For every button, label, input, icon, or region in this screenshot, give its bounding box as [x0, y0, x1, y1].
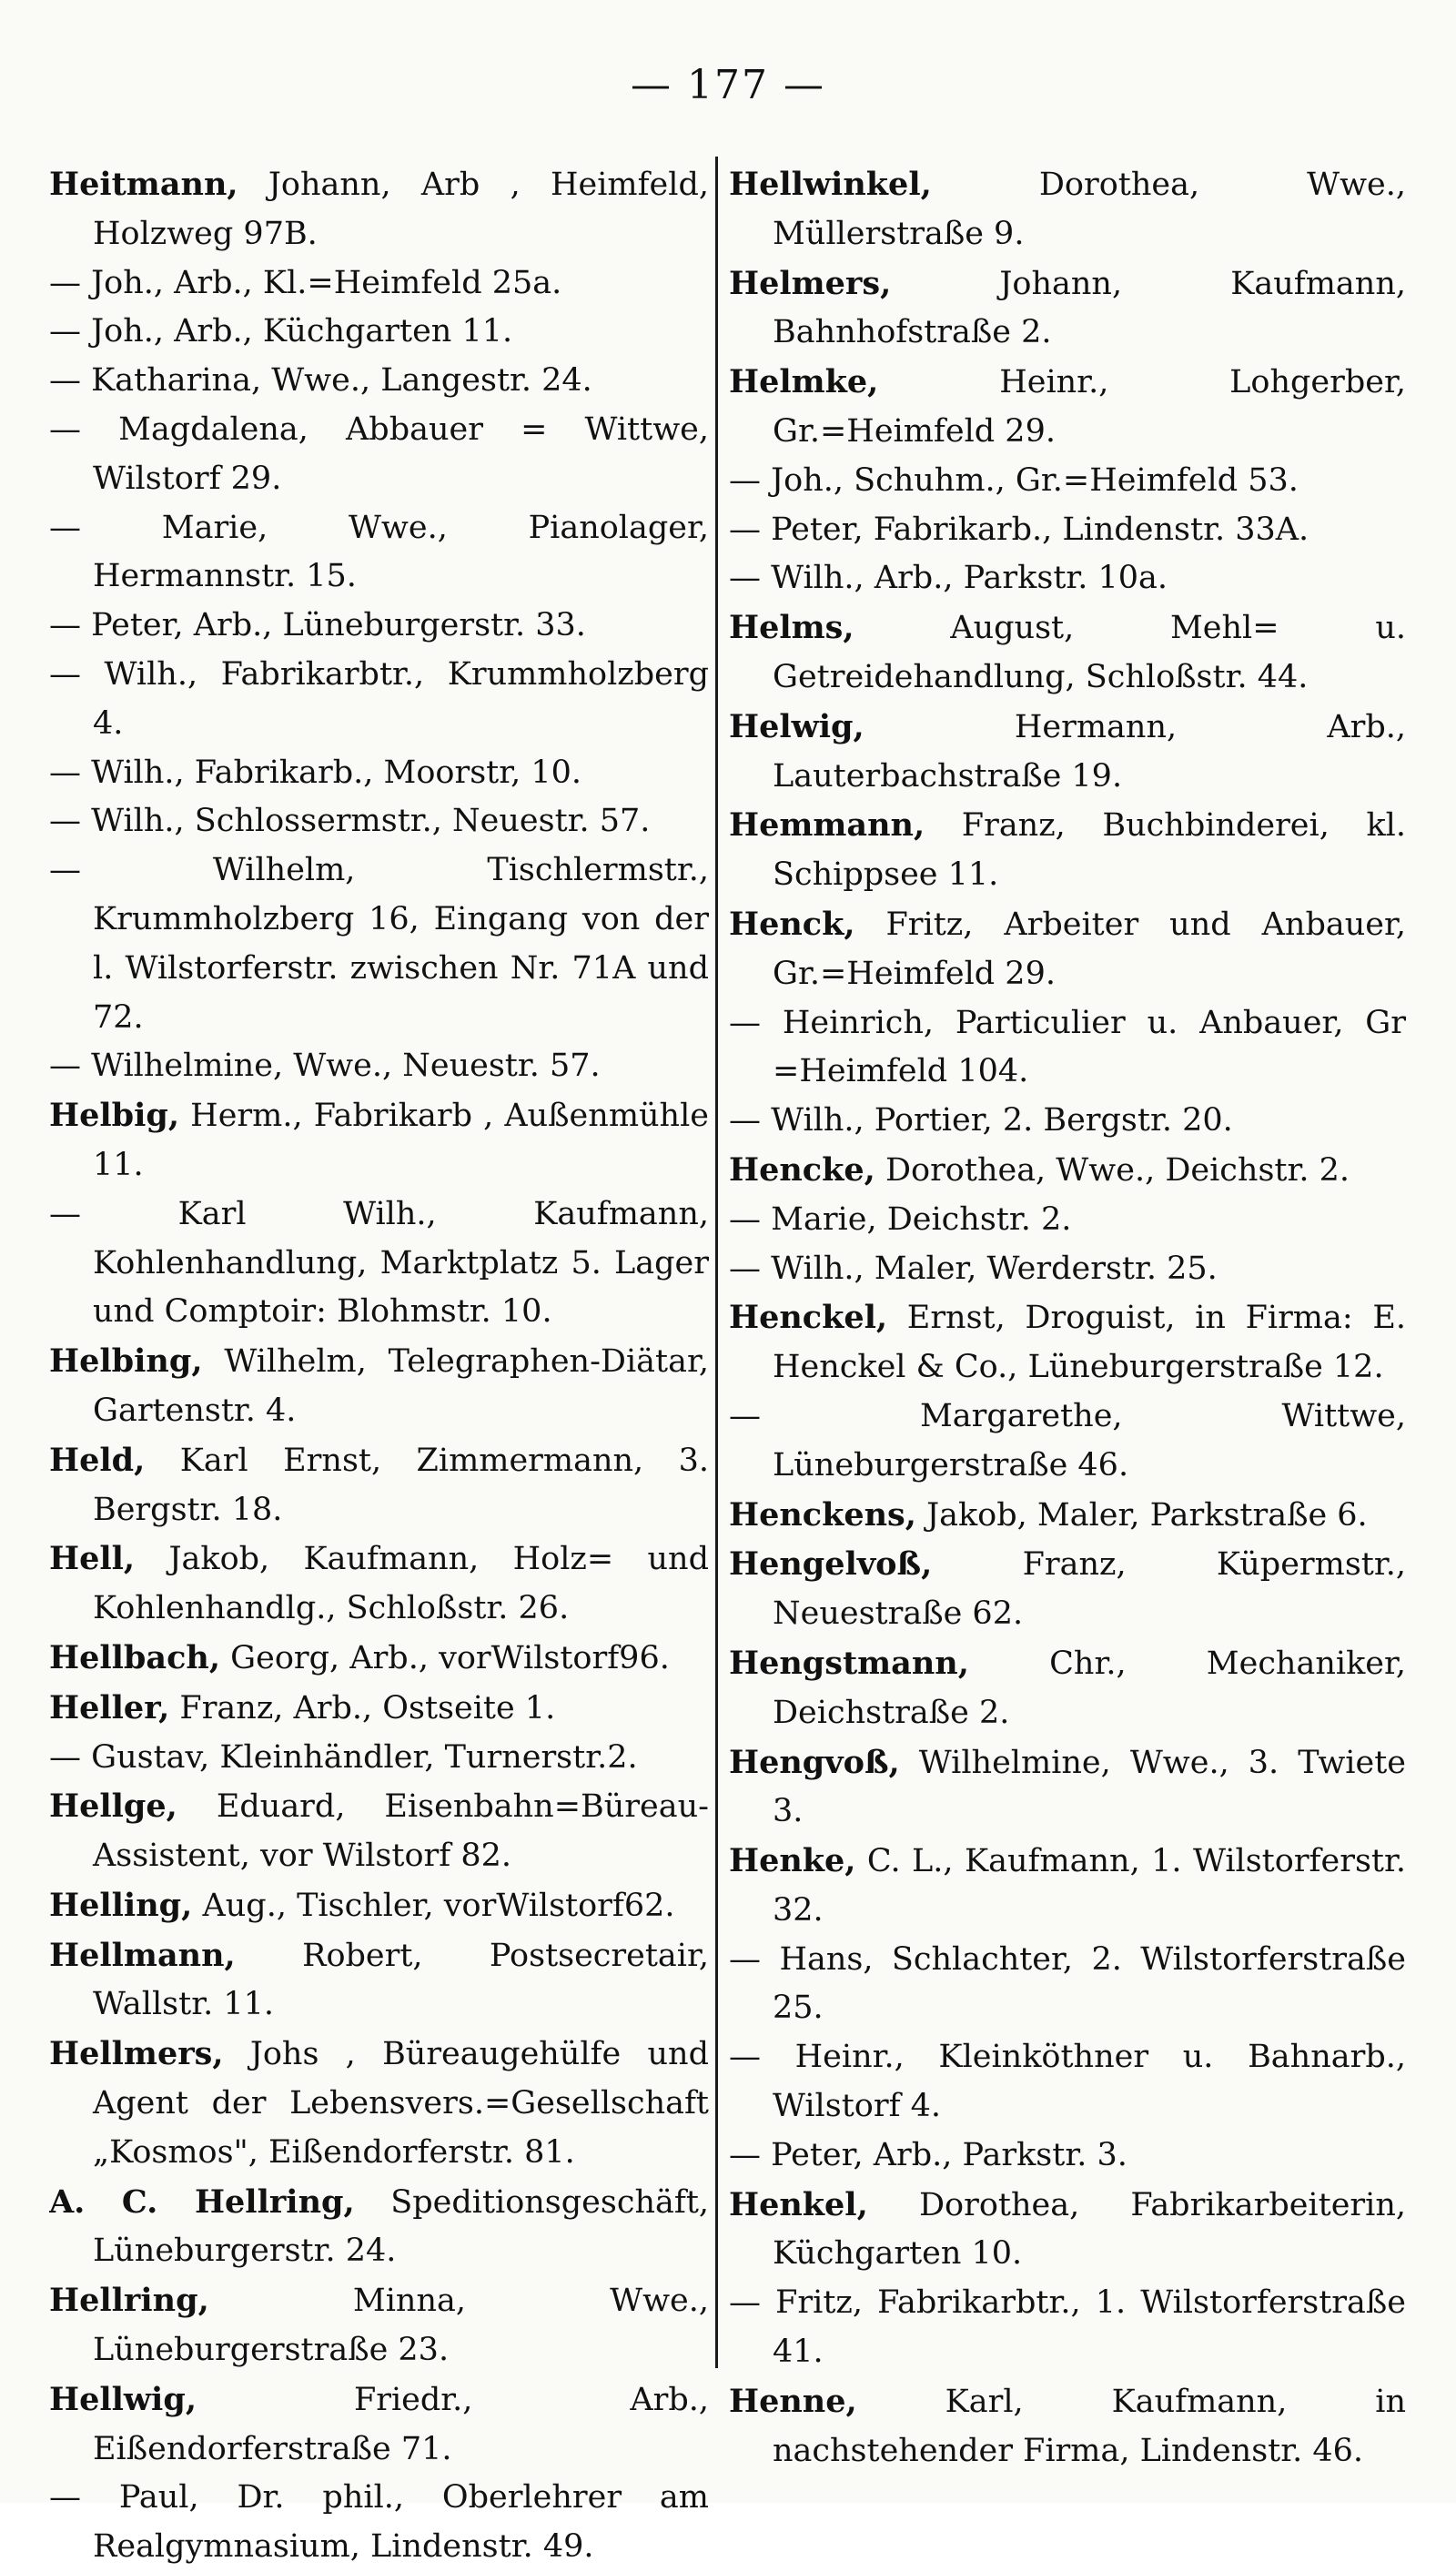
entry-details: Jakob, Maler, Parkstraße 6.: [915, 1496, 1368, 1534]
entry-surname: Henckel,: [729, 1299, 888, 1337]
entry-details: — Marie, Deichstr. 2.: [729, 1200, 1072, 1238]
entry-details: — Wilh., Arb., Parkstr. 10a.: [729, 560, 1168, 597]
entry-surname: Helbing,: [49, 1342, 203, 1381]
directory-entry: [49, 1782, 709, 1881]
directory-entry: [49, 1931, 709, 2030]
directory-entry: [49, 2030, 709, 2177]
entry-details: — Magdalena, Abbauer = Wittwe, Wilstorf 29.: [49, 410, 709, 497]
entry-surname: Helling,: [49, 1886, 193, 1924]
entry-surname: Hellbach,: [49, 1638, 221, 1676]
entry-details: — Gustav, Kleinhändler, Turnerstr.2.: [49, 1738, 638, 1776]
entry-details: — Joh., Arb., Küchgarten 11.: [49, 313, 513, 350]
entry-surname: Hellmann,: [49, 1936, 236, 1974]
entry-details: Johs , Büreaugehülfe und Agent der Lebensvers.=Gesellschaft „Kosmos", Eißendorferstr. 81.: [93, 2036, 709, 2171]
entry-details: Wilhelmine, Wwe., 3. Twiete 3.: [773, 1744, 1406, 1830]
entry-surname: Hell,: [49, 1540, 136, 1578]
directory-entry: [49, 749, 709, 798]
entry-details: Franz, Küpermstr., Neuestraße 62.: [773, 1546, 1406, 1633]
entry-surname: Hemmann,: [729, 806, 925, 845]
directory-entry: [729, 1196, 1406, 1245]
entry-details: Johann, Arb , Heimfeld, Holzweg 97B.: [93, 167, 709, 252]
directory-entry: [49, 2474, 709, 2572]
entry-details: Fritz, Arbeiter und Anbauer, Gr.=Heimfeld 29.: [773, 906, 1406, 992]
directory-entry: [49, 1684, 709, 1734]
entry-details: Friedr., Arb., Eißendorferstraße 71.: [93, 2381, 709, 2467]
entry-surname: Henck,: [729, 905, 855, 943]
entry-details: Speditionsgeschäft, Lüneburgerstr. 24.: [93, 2183, 709, 2270]
directory-entry: [729, 160, 1406, 259]
directory-entry: [49, 1091, 709, 1190]
entry-details: — Heinr., Kleinköthner u. Bahnarb., Wilstorf 4.: [729, 2039, 1406, 2125]
directory-entry: [49, 2178, 709, 2277]
directory-entry: [49, 1634, 709, 1684]
entry-surname: Helbig,: [49, 1097, 180, 1135]
directory-entry: [49, 1734, 709, 1783]
directory-entry: [729, 1639, 1406, 1738]
directory-entry: [49, 2276, 709, 2375]
directory-entry: [729, 1097, 1406, 1146]
entry-surname: Hencke,: [729, 1150, 875, 1189]
directory-entry: [49, 1436, 709, 1535]
directory-entry: [729, 358, 1406, 457]
directory-entry: [49, 259, 709, 309]
entry-details: — Marie, Wwe., Pianolager, Hermannstr. 15.: [49, 509, 709, 595]
directory-entry: [729, 1245, 1406, 1294]
entry-surname: Hellring,: [49, 2282, 209, 2320]
entry-details: — Peter, Arb., Lüneburgerstr. 33.: [49, 607, 586, 644]
entry-details: August, Mehl= u. Getreidehandlung, Schloßstr. 44.: [773, 610, 1406, 695]
entry-details: — Wilh., Maler, Werderstr. 25.: [729, 1250, 1218, 1287]
directory-entry: [729, 900, 1406, 999]
entry-details: Dorothea, Wwe., Deichstr. 2.: [875, 1151, 1350, 1189]
entry-details: — Joh., Schuhm., Gr.=Heimfeld 53.: [729, 461, 1299, 499]
entry-details: Ernst, Droguist, in Firma: E. Henckel & Co., Lüneburgerstraße 12.: [773, 1300, 1406, 1386]
directory-entry: [729, 703, 1406, 802]
right-column: [729, 160, 1406, 2476]
entry-details: Karl, Kaufmann, in nachstehender Firma, Lindenstr. 46.: [773, 2383, 1406, 2469]
directory-entry: [49, 846, 709, 1042]
directory-entry: [729, 457, 1406, 506]
entry-details: Georg, Arb., vorWilstorf96.: [220, 1639, 670, 1676]
entry-surname: Henne,: [729, 2382, 857, 2420]
entry-details: Franz, Arb., Ostseite 1.: [169, 1689, 556, 1726]
entry-details: — Peter, Fabrikarb., Lindenstr. 33A.: [729, 511, 1309, 548]
directory-entry: [49, 406, 709, 504]
directory-entry: [729, 2132, 1406, 2181]
entry-details: Hermann, Arb., Lauterbachstraße 19.: [773, 708, 1406, 795]
entry-surname: Helmers,: [729, 264, 892, 302]
directory-entry: [729, 1293, 1406, 1392]
entry-surname: Held,: [49, 1441, 146, 1479]
entry-surname: Heller,: [49, 1688, 170, 1726]
left-column: [49, 160, 709, 2572]
entry-surname: Hengelvoß,: [729, 1545, 933, 1584]
entry-surname: Heitmann,: [49, 166, 238, 203]
directory-entry: [729, 1738, 1406, 1838]
entry-details: — Katharina, Wwe., Langestr. 24.: [49, 362, 592, 400]
entry-details: — Karl Wilh., Kaufmann, Kohlenhandlung, Marktplatz 5. Lager und Comptoir: Blohmstr. 10.: [49, 1195, 709, 1331]
entry-surname: Hengvoß,: [729, 1743, 900, 1781]
entry-details: Minna, Wwe., Lüneburgerstraße 23.: [93, 2283, 709, 2369]
entry-details: — Wilhelmine, Wwe., Neuestr. 57.: [49, 1048, 601, 1085]
directory-entry: [729, 2279, 1406, 2377]
entry-details: — Hans, Schlachter, 2. Wilstorferstraße 25.: [729, 1940, 1406, 2027]
directory-entry: [49, 602, 709, 651]
entry-details: — Paul, Dr. phil., Oberlehrer am Realgymnasium, Lindenstr. 49.: [49, 2479, 709, 2566]
entry-surname: Hengstmann,: [729, 1644, 969, 1682]
directory-entry: [49, 1337, 709, 1436]
entry-details: — Wilh., Schlossermstr., Neuestr. 57.: [49, 803, 651, 840]
directory-entry: [49, 357, 709, 406]
directory-entry: [729, 1491, 1406, 1541]
entry-details: Jakob, Kaufmann, Holz= und Kohlenhandlg., Schloßstr. 26.: [93, 1541, 709, 1627]
entry-details: C. L., Kaufmann, 1. Wilstorferstr. 32.: [773, 1843, 1406, 1929]
entry-details: Karl Ernst, Zimmermann, 3. Bergstr. 18.: [93, 1442, 709, 1528]
entry-surname: Hellmers,: [49, 2035, 224, 2073]
directory-entry: [729, 259, 1406, 359]
entry-surname: Henckens,: [729, 1495, 916, 1534]
directory-entry: [49, 504, 709, 602]
directory-entry: [49, 1042, 709, 1091]
entry-details: Dorothea, Wwe., Müllerstraße 9.: [773, 167, 1406, 252]
entry-details: — Peter, Arb., Parkstr. 3.: [729, 2136, 1127, 2173]
directory-entry: [49, 1534, 709, 1634]
entry-details: — Fritz, Fabrikarbtr., 1. Wilstorferstraße 41.: [729, 2284, 1406, 2371]
directory-entry: [49, 797, 709, 846]
directory-entry: [49, 1881, 709, 1931]
directory-entry: [729, 603, 1406, 703]
entry-details: Heinr., Lohgerber, Gr.=Heimfeld 29.: [773, 364, 1406, 450]
entry-details: — Margarethe, Wittwe, Lüneburgerstraße 46.: [729, 1397, 1406, 1483]
entry-details: Aug., Tischler, vorWilstorf62.: [192, 1887, 675, 1924]
entry-details: Dorothea, Fabrikarbeiterin, Küchgarten 10.: [773, 2186, 1406, 2273]
entry-surname: A. C. Hellring,: [49, 2182, 355, 2221]
entry-details: — Heinrich, Particulier u. Anbauer, Gr =Heimfeld 104.: [729, 1004, 1406, 1090]
directory-entry: [49, 308, 709, 357]
directory-entry: [729, 1540, 1406, 1639]
directory-entry: [729, 1146, 1406, 1196]
directory-entry: [729, 506, 1406, 555]
directory-entry: [49, 1190, 709, 1337]
directory-entry: [729, 1837, 1406, 1936]
directory-entry: [729, 801, 1406, 900]
directory-entry: [729, 1392, 1406, 1491]
entry-surname: Helms,: [729, 609, 854, 647]
directory-entry: [729, 999, 1406, 1098]
entry-surname: Henke,: [729, 1842, 856, 1880]
entry-details: Wilhelm, Telegraphen-Diätar, Gartenstr. 4.: [93, 1343, 709, 1429]
entry-details: Chr., Mechaniker, Deichstraße 2.: [773, 1645, 1406, 1731]
entry-surname: Helmke,: [729, 363, 879, 401]
entry-details: — Joh., Arb., Kl.=Heimfeld 25a.: [49, 264, 562, 301]
directory-entry: [729, 2181, 1406, 2280]
entry-details: — Wilh., Fabrikarb., Moorstr, 10.: [49, 754, 582, 791]
entry-details: — Wilh., Portier, 2. Bergstr. 20.: [729, 1102, 1233, 1139]
entry-surname: Hellge,: [49, 1787, 177, 1826]
entry-surname: Hellwinkel,: [729, 166, 932, 203]
entry-details: Eduard, Eisenbahn=Büreau-Assistent, vor Wilstorf 82.: [93, 1788, 709, 1875]
directory-entry: [49, 651, 709, 749]
directory-entry: [49, 160, 709, 259]
page-number: — 177 —: [631, 62, 825, 108]
column-divider: [715, 157, 718, 2368]
entry-details: — Wilhelm, Tischlermstr., Krummholzberg 16, Eingang von der l. Wilstorferstr. zwischen Nr. 71A und 72.: [49, 852, 709, 1036]
directory-entry: [729, 554, 1406, 603]
entry-details: — Wilh., Fabrikarbtr., Krummholzberg 4.: [49, 655, 709, 742]
entry-details: Johann, Kaufmann, Bahnhofstraße 2.: [773, 265, 1406, 351]
directory-entry: [729, 1936, 1406, 2034]
entry-details: Herm., Fabrikarb , Außenmühle 11.: [93, 1098, 709, 1183]
entry-surname: Helwig,: [729, 707, 864, 745]
entry-details: Franz, Buchbinderei, kl. Schippsee 11.: [773, 807, 1406, 894]
directory-entry: [729, 2377, 1406, 2476]
entry-details: Robert, Postsecretair, Wallstr. 11.: [93, 1937, 709, 2023]
directory-entry: [49, 2375, 709, 2475]
entry-surname: Hellwig,: [49, 2380, 197, 2418]
entry-surname: Henkel,: [729, 2185, 868, 2223]
directory-entry: [729, 2033, 1406, 2132]
